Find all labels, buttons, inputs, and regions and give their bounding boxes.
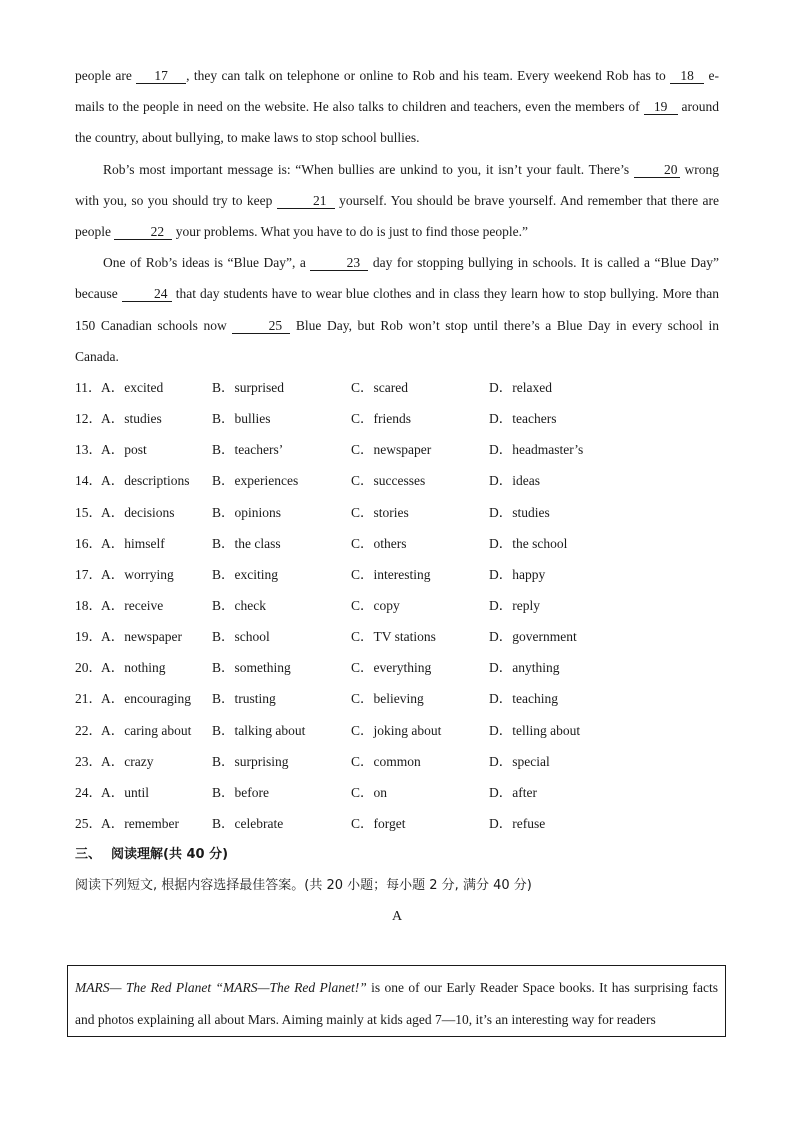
option-a[interactable]: A．caring about [101,722,192,738]
question-row [75,497,719,528]
option-d[interactable]: D．the school [489,535,568,551]
option-b[interactable]: B．bullies [212,411,271,427]
section-number: 三、 [75,847,102,863]
option-b[interactable]: B．teachers’ [212,442,284,458]
question-row [75,746,719,777]
blank-20: 20 [634,162,680,178]
option-b[interactable]: B．talking about [212,722,306,738]
option-b[interactable]: B．school [212,629,270,645]
question-number: 12． [75,411,102,427]
option-c[interactable]: C．everything [351,660,432,676]
section-heading [75,839,719,870]
option-b[interactable]: B．surprising [212,753,289,769]
passage-paragraph-3 [75,247,719,372]
question-number: 11． [75,380,102,396]
question-row [75,652,719,683]
question-number: 15． [75,504,102,520]
option-b[interactable]: B．celebrate [212,816,284,831]
option-a[interactable]: A．encouraging [101,691,191,707]
passage-text: One of Rob’s ideas is “Blue Day”, a [103,255,311,271]
passage-text: day for stopping bullying in schools. It is called a “Blue Day” because [75,255,719,302]
passage-text: your problems. What you have to do is just to find those people.” [172,224,528,240]
document-page [75,60,719,932]
section-instruction: 阅读下列短文, 根据内容选择最佳答案。(共 20 小题；每小题 2 分, 满分 40 分) [75,878,532,894]
option-d[interactable]: D．studies [489,504,550,520]
option-b[interactable]: B．experiences [212,473,299,489]
option-b[interactable]: B．something [212,660,291,676]
option-c[interactable]: C．TV stations [351,629,436,645]
option-d[interactable]: D．reply [489,598,540,614]
option-a[interactable]: A．crazy [101,753,154,769]
question-number: 25． [75,816,102,831]
option-d[interactable]: D．teaching [489,691,558,707]
option-b[interactable]: B．the class [212,535,281,551]
option-a[interactable]: A．studies [101,411,162,427]
option-a[interactable]: A．post [101,442,147,458]
question-row [75,528,719,559]
option-d[interactable]: D．relaxed [489,380,552,396]
option-c[interactable]: C．newspaper [351,442,432,458]
option-b[interactable]: B．check [212,598,266,614]
option-b[interactable]: B．before [212,784,269,800]
option-c[interactable]: C．stories [351,504,409,520]
passage-text: yourself. You should be brave yourself. And remember that there are people [75,192,719,240]
question-number: 20． [75,660,102,676]
blank-18: 18 [670,68,704,84]
passage-paragraph-1 [75,60,719,154]
question-row [75,403,719,434]
option-c[interactable]: C．joking about [351,722,442,738]
blank-19: 19 [644,99,678,115]
reading-passage-box [67,965,726,1037]
question-row [75,434,719,465]
option-d[interactable]: D．ideas [489,473,540,489]
option-a[interactable]: A．remember [101,816,179,831]
question-row [75,808,719,839]
question-number: 24． [75,784,102,800]
option-d[interactable]: D．special [489,753,550,769]
option-d[interactable]: D．after [489,784,537,800]
question-number: 18． [75,598,102,614]
question-number: 13． [75,442,102,458]
passage-paragraph-2 [75,154,719,248]
option-a[interactable]: A．excited [101,380,164,396]
option-a[interactable]: A．himself [101,535,165,551]
passage-text: that day students have to wear blue clothes and in class they learn how to stop bullying. More than 150 Canadian schools now [75,286,719,333]
option-c[interactable]: C．interesting [351,566,431,582]
option-c[interactable]: C．copy [351,598,400,614]
passage-text: people are [75,68,137,83]
question-row [75,715,719,746]
question-number: 23． [75,753,102,769]
option-a[interactable]: A．nothing [101,660,166,676]
option-c[interactable]: C．others [351,535,407,551]
option-d[interactable]: D．government [489,629,577,645]
option-b[interactable]: B．surprised [212,380,284,396]
question-number: 21． [75,691,102,707]
blank-21: 21 [277,193,335,209]
option-c[interactable]: C．successes [351,473,426,489]
passage-letter: A [391,909,403,925]
option-c[interactable]: C．on [351,784,388,800]
blank-23: 23 [310,255,368,271]
question-number: 14． [75,473,102,489]
option-c[interactable]: C．scared [351,380,408,396]
blank-24: 24 [122,286,172,302]
question-row [75,372,719,403]
option-b[interactable]: B．exciting [212,566,278,582]
option-a[interactable]: A．receive [101,598,164,614]
question-number: 22． [75,722,102,738]
section-title: 阅读理解(共 40 分) [111,847,229,863]
question-number: 19． [75,629,102,645]
option-a[interactable]: A．until [101,784,150,800]
option-c[interactable]: C．common [351,753,421,769]
question-options-list [75,372,719,839]
option-a[interactable]: A．descriptions [101,473,190,489]
question-row [75,777,719,808]
passage-text: Rob’s most important message is: “When bullies are unkind to you, it isn’t your fault. There’s [103,161,634,177]
option-c[interactable]: C．friends [351,411,411,427]
question-row [75,590,719,621]
option-d[interactable]: D．anything [489,660,560,676]
option-b[interactable]: B．opinions [212,504,282,520]
option-b[interactable]: B．trusting [212,691,276,707]
reading-passage-text [75,972,718,1036]
option-d[interactable]: D．happy [489,566,546,582]
option-d[interactable]: D．headmaster’s [489,442,584,458]
option-d[interactable]: D．telling about [489,722,581,738]
option-c[interactable]: C．forget [351,816,406,831]
option-c[interactable]: C．believing [351,691,424,707]
option-a[interactable]: A．worrying [101,566,174,582]
blank-22: 22 [114,224,172,240]
passage-text: is one of our Early Reader Space books. It has surprising facts and photos explaining all about Mars. Aiming mainly at kids aged 7—10, it’s an interesting way for readers [75,980,718,1027]
blank-25: 25 [232,318,290,334]
book-title: MARS— The Red Planet “MARS—The Red Planet!” [75,980,367,995]
question-number: 16． [75,535,102,551]
question-row [75,621,719,652]
passage-text: e-mails to the people in need on the website. He also talks to children and teachers, even the members of [75,68,719,115]
question-number: 17． [75,566,102,582]
option-d[interactable]: D．refuse [489,816,546,831]
passage-text: Blue Day, but Rob won’t stop until there’s a Blue Day in every school in Canada. [75,317,719,364]
question-row [75,559,719,590]
option-d[interactable]: D．teachers [489,411,557,427]
option-a[interactable]: A．decisions [101,504,175,520]
passage-text: wrong with you, so you should try to keep [75,161,719,208]
option-a[interactable]: A．newspaper [101,629,182,645]
question-row [75,683,719,714]
passage-text: around the country, about bullying, to make laws to stop school bullies. [75,99,719,146]
passage-text: , they can talk on telephone or online to Rob and his team. Every weekend Rob has to [186,68,671,83]
blank-17: 17 [136,68,186,84]
question-row [75,465,719,496]
